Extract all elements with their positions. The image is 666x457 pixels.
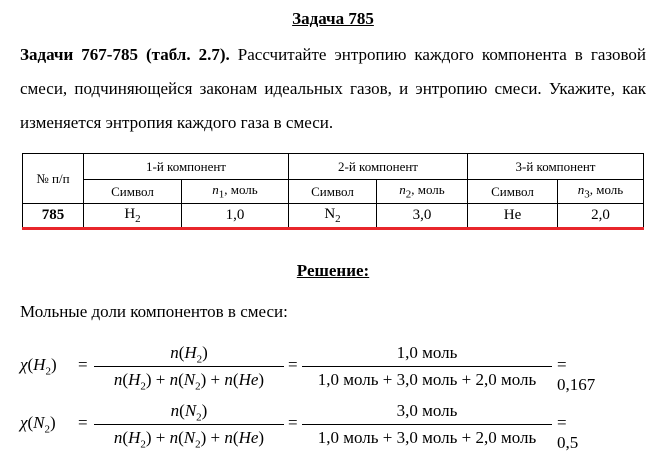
- f1-result: = 0,167: [557, 355, 596, 394]
- row-symbol-2: $N_2$: [289, 204, 377, 228]
- data-table: [22, 153, 644, 228]
- row-value-3: 2,0: [558, 204, 644, 228]
- header-symbol-2: Символ: [289, 180, 377, 204]
- f1-num2: 1,0 моль: [396, 343, 458, 362]
- task-title: Задача 785: [292, 9, 374, 28]
- f1-frac1: [94, 340, 284, 393]
- f2-eq2: =: [288, 413, 298, 432]
- header-symbol-3: Символ: [468, 180, 558, 204]
- f2-lhs: $\chi(N_2)$: [20, 413, 56, 436]
- f1-frac2: [302, 340, 552, 393]
- mole-fractions-text: Мольные доли компонентов в смеси:: [20, 302, 288, 321]
- f1-num1: $n(H_2)$: [170, 343, 208, 366]
- row-value-2: 3,0: [377, 204, 468, 228]
- row-symbol-3: He: [468, 204, 558, 228]
- header-num: № п/п: [23, 154, 84, 204]
- f2-num2: 3,0 моль: [396, 401, 458, 420]
- f2-den2: 1,0 моль + 3,0 моль + 2,0 моль: [302, 424, 552, 451]
- f1-lhs: $\chi(H_2)$: [20, 355, 57, 378]
- f2-num1: $n(N_2)$: [170, 401, 208, 424]
- f2-frac2: [302, 398, 552, 451]
- problem-text: Рассчитайте энтропию каждого компонента в газовой смеси, подчиняющейся законам идеальных газов, и энтропию смеси. Укажите, как изменяется энтропия каждого газа в смеси.: [20, 45, 647, 132]
- f1-den1: $n(H_2) + n(N_2) + n(He)$: [94, 366, 284, 393]
- header-comp3: 3-й компонент: [468, 154, 644, 180]
- header-comp2: 2-й компонент: [289, 154, 468, 180]
- row-value-1: 1,0: [182, 204, 289, 228]
- row-symbol-1: $H_2$: [84, 204, 182, 228]
- header-n3: $n_3$, моль: [558, 180, 644, 204]
- problem-statement: [20, 38, 646, 140]
- header-symbol-1: Символ: [84, 180, 182, 204]
- row-num: 785: [23, 204, 84, 228]
- f1-eq2: =: [288, 355, 298, 374]
- f2-result: = 0,5: [557, 413, 579, 452]
- f1-eq1: =: [78, 355, 88, 374]
- header-n2: $n_2$, моль: [377, 180, 468, 204]
- header-comp1: 1-й компонент: [84, 154, 289, 180]
- f2-frac1: [94, 398, 284, 451]
- f2-den1: $n(H_2) + n(N_2) + n(He)$: [94, 424, 284, 451]
- header-n1: $n_1$, моль: [182, 180, 289, 204]
- f1-den2: 1,0 моль + 3,0 моль + 2,0 моль: [302, 366, 552, 393]
- solution-title: Решение:: [296, 261, 370, 280]
- red-underline: [22, 227, 644, 230]
- problem-prefix: Задачи 767-785 (табл. 2.7).: [20, 45, 230, 64]
- f2-eq1: =: [78, 413, 88, 432]
